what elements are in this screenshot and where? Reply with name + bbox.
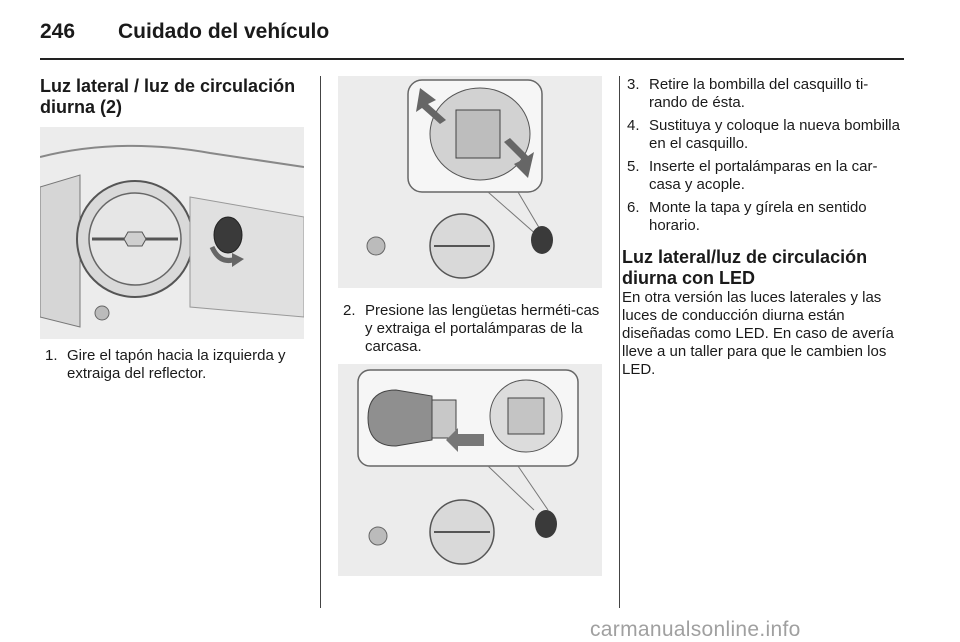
step-6 (622, 199, 906, 235)
step-text: Monte la tapa y gírela en sentido horario. (649, 199, 867, 234)
step-text: Sustituya y coloque la nueva bombilla en el casquillo. (649, 117, 900, 152)
figure-bulb-removal (338, 364, 602, 576)
column-2 (338, 76, 602, 576)
step-number: 5. (627, 158, 640, 175)
step-number: 3. (627, 76, 640, 93)
step-text: Gire el tapón hacia la izquierda y extraiga del reflector. (67, 347, 286, 382)
step-3 (622, 76, 906, 112)
step-number: 2. (343, 302, 356, 319)
header-rule (40, 58, 904, 60)
step-text: Retire la bombilla del casquillo ti-rando de ésta. (649, 76, 869, 111)
led-paragraph: En otra versión las luces laterales y las luces de conducción diurna están diseñadas como LED. En caso de avería lleve a un taller para que le cambien los LED. (622, 289, 894, 378)
watermark: carmanualsonline.info (590, 618, 801, 641)
step-number: 4. (627, 117, 640, 134)
section-heading-led: Luz lateral/luz de circulación diurna con LED (622, 247, 868, 288)
step-2 (338, 302, 602, 356)
step-1 (40, 347, 304, 383)
column-divider-2 (619, 76, 620, 608)
step-number: 1. (45, 347, 58, 364)
step-text: Presione las lengüetas herméti-cas y extraiga el portalámparas de la carcasa. (365, 302, 600, 355)
chapter-title: Cuidado del vehículo (118, 20, 330, 43)
figure-headlight-cap (40, 127, 304, 339)
page-number: 246 (40, 20, 76, 43)
column-3 (622, 76, 906, 379)
steps-list-3 (622, 76, 906, 235)
step-4 (622, 117, 906, 153)
step-number: 6. (627, 199, 640, 216)
column-divider-1 (320, 76, 321, 608)
page-header (40, 14, 904, 58)
figure-bulb-holder-tabs (338, 76, 602, 288)
steps-list-2 (338, 302, 602, 356)
step-5 (622, 158, 906, 194)
step-text: Inserte el portalámparas en la car-casa y acople. (649, 158, 878, 193)
column-1 (40, 76, 304, 383)
section-heading-side-light: Luz lateral / luz de circulación diurna (2) (40, 76, 296, 117)
steps-list-1 (40, 347, 304, 383)
